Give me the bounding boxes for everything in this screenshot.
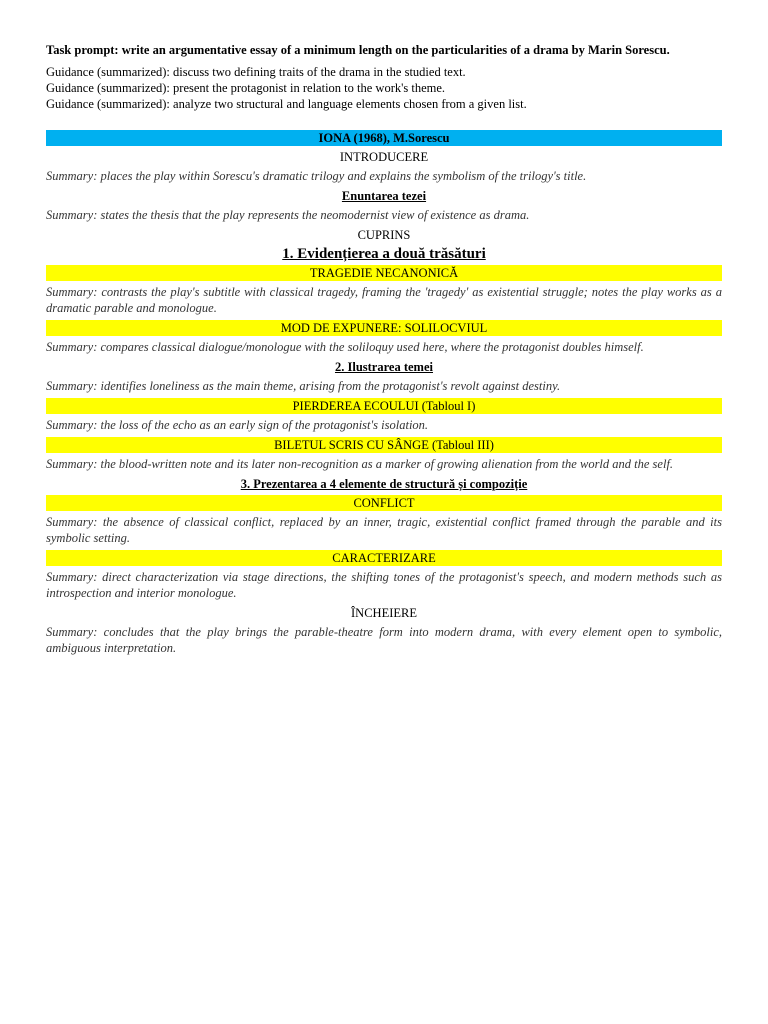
section-summary: Summary: the loss of the echo as an early sign of the protagonist's isolation. <box>46 418 429 432</box>
section-band: CONFLICT <box>46 495 722 511</box>
section-band: CARACTERIZARE <box>46 550 722 566</box>
requirement-1: Guidance (summarized): discuss two defining traits of the drama in the studied text. <box>46 65 466 79</box>
section-band: MOD DE EXPUNERE: SOLILOCVIUL <box>46 320 722 336</box>
section-band: TRAGEDIE NECANONICĂ <box>46 265 722 281</box>
essay-prompt: Task prompt: write an argumentative essay of a minimum length on the particularities of a drama by Marin Sorescu. <box>46 43 670 57</box>
section-subheading: Enuntarea tezei <box>341 189 427 203</box>
section-summary: Summary: compares classical dialogue/monologue with the soliloquy used here, where the protagonist doubles himself. <box>46 340 644 354</box>
section-band: BILETUL SCRIS CU SÂNGE (Tabloul III) <box>46 437 722 453</box>
section-subheading: 1. Evidențierea a două trăsături <box>282 246 486 262</box>
requirement-3: Guidance (summarized): analyze two structural and language elements chosen from a given list. <box>46 97 527 111</box>
title-band: IONA (1968), M.Sorescu <box>46 130 722 146</box>
section-summary: Summary: the absence of classical conflict, replaced by an inner, tragic, existential conflict framed through the parable and its symbolic setting. <box>46 515 722 545</box>
section-summary: Summary: contrasts the play's subtitle with classical tragedy, framing the 'tragedy' as existential struggle; notes the play works as a dramatic parable and monologue. <box>46 285 722 315</box>
section-subheading: 3. Prezentarea a 4 elemente de structură și compoziție <box>240 477 528 491</box>
section-summary: Summary: direct characterization via stage directions, the shifting tones of the protagonist's speech, and modern methods such as introspection and interior monologue. <box>46 570 722 600</box>
section-summary: Summary: concludes that the play brings the parable-theatre form into modern drama, with every element open to symbolic, ambiguous interpretation. <box>46 625 722 655</box>
document-page <box>46 42 722 660</box>
requirements-list <box>46 64 722 112</box>
section-heading: CUPRINS <box>357 228 411 242</box>
section-summary: Summary: places the play within Sorescu's dramatic trilogy and explains the symbolism of the trilogy's title. <box>46 169 587 183</box>
section-summary: Summary: identifies loneliness as the main theme, arising from the protagonist's revolt against destiny. <box>46 379 561 393</box>
section-subheading: 2. Ilustrarea temei <box>334 360 433 374</box>
essay-body <box>46 130 722 656</box>
section-summary: Summary: the blood-written note and its later non-recognition as a marker of growing alienation from the world and the self. <box>46 457 674 471</box>
section-summary: Summary: states the thesis that the play represents the neomodernist view of existence as drama. <box>46 208 530 222</box>
requirement-2: Guidance (summarized): present the protagonist in relation to the work's theme. <box>46 81 446 95</box>
section-band: PIERDEREA ECOULUI (Tabloul I) <box>46 398 722 414</box>
section-heading: INTRODUCERE <box>339 150 429 164</box>
section-heading: ÎNCHEIERE <box>351 606 417 620</box>
